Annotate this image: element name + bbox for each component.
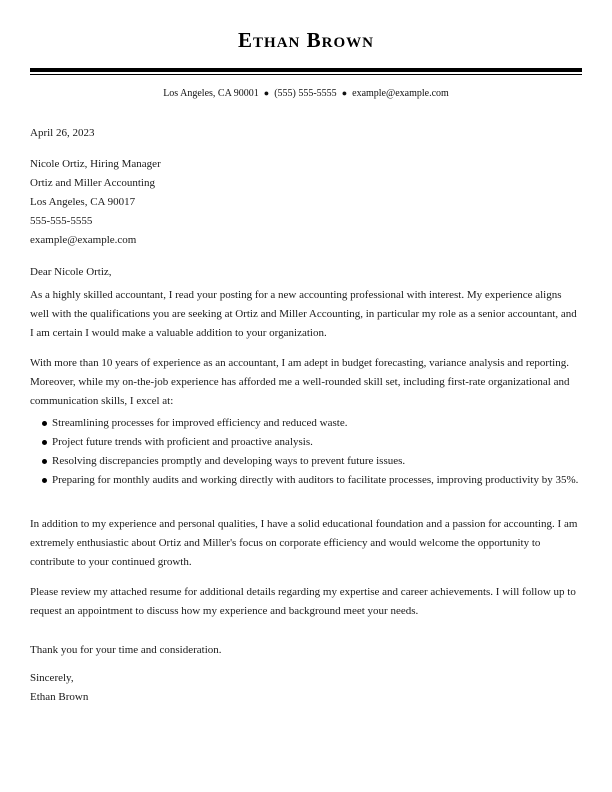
bullet-separator-icon: ● (263, 88, 270, 98)
paragraph-intro: As a highly skilled accountant, I read your posting for a new accounting professional with interest. My experience aligns well with the qualifications you are seeking at Ortiz and Miller Accounting, in particular my role as a senior accountant, and I am certain I would make a valuable addition to your organization. (30, 289, 577, 339)
recipient-email: example@example.com (30, 234, 137, 246)
list-item-text: Project future trends with proficient and proactive analysis. (52, 436, 313, 448)
list-item (30, 452, 582, 471)
letter-date: April 26, 2023 (30, 127, 95, 139)
bullet-icon (42, 478, 47, 483)
recipient-name-title: Nicole Ortiz, Hiring Manager (30, 158, 161, 170)
closing-block (30, 669, 582, 707)
sign-off: Sincerely, (30, 672, 74, 684)
paragraph-education: In addition to my experience and personal qualities, I have a solid educational foundation and a passion for accounting. I am extremely enthusiastic about Ortiz and Miller's focus on corporate efficiency and would welcome the opportunity to contribute to your continued growth. (30, 518, 578, 568)
list-item-text: Preparing for monthly audits and working directly with auditors to facilitate processes, improving productivity by 35%. (52, 474, 579, 486)
list-item (30, 414, 582, 433)
bullet-separator-icon: ● (341, 88, 348, 98)
paragraph-follow-up: Please review my attached resume for additional details regarding my expertise and career achievements. I will follow up to request an appointment to discuss how my experience and background meet your needs. (30, 586, 576, 617)
contact-line (0, 88, 612, 99)
contact-city: Los Angeles, CA 90001 (163, 88, 259, 99)
thanks-line: Thank you for your time and consideration. (30, 644, 222, 656)
skills-list (30, 414, 582, 490)
recipient-company: Ortiz and Miller Accounting (30, 177, 155, 189)
list-item (30, 433, 582, 452)
header-divider-thick (30, 68, 582, 72)
list-item-text: Streamlining processes for improved efficiency and reduced waste. (52, 417, 348, 429)
recipient-city: Los Angeles, CA 90017 (30, 196, 136, 208)
recipient-phone: 555-555-5555 (30, 215, 93, 227)
salutation: Dear Nicole Ortiz, (30, 266, 112, 278)
bullet-icon (42, 459, 47, 464)
header-divider-thin (30, 74, 582, 75)
bullet-icon (42, 440, 47, 445)
recipient-block (30, 155, 582, 250)
contact-phone: (555) 555-5555 (274, 88, 337, 99)
contact-email: example@example.com (352, 88, 449, 99)
list-item-text: Resolving discrepancies promptly and developing ways to prevent future issues. (52, 455, 406, 467)
signature-name: Ethan Brown (30, 691, 89, 703)
bullet-icon (42, 421, 47, 426)
applicant-name-heading: Ethan Brown (238, 28, 374, 52)
paragraph-experience: With more than 10 years of experience as an accountant, I am adept in budget forecasting, variance analysis and reporting. Moreover, while my on-the-job experience has afforded me a well-rounded skill set, including first-rate organizational and communication skills, I excel at: (30, 357, 570, 407)
list-item (30, 471, 582, 490)
